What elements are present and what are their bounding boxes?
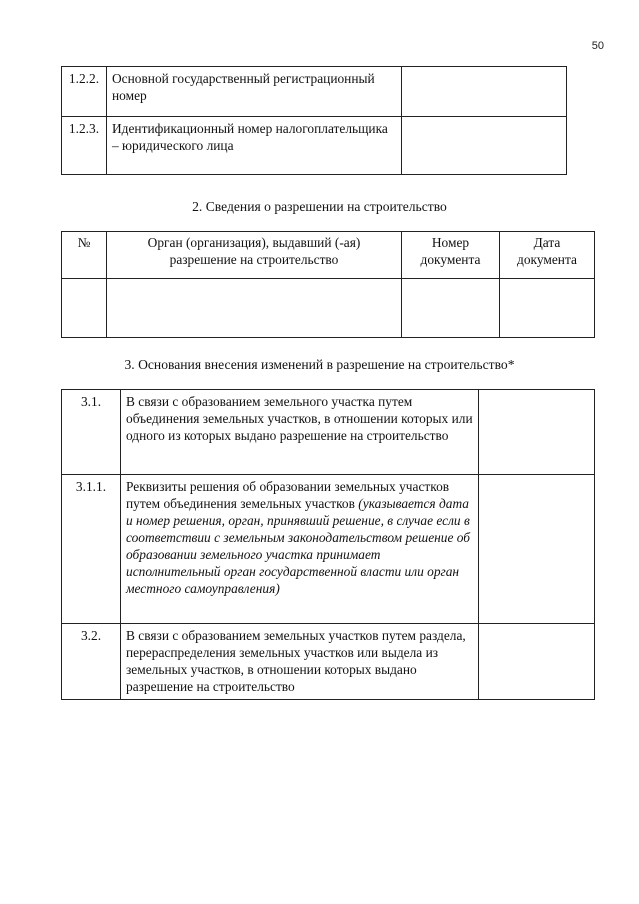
row-number: 3.1.1. [62, 475, 121, 624]
table-row [62, 390, 595, 475]
row-text [121, 624, 479, 700]
table-header-row [62, 232, 595, 279]
table-row [62, 624, 595, 700]
row-label: Основной государственный регистрационный номер [107, 67, 402, 117]
table-row [62, 279, 595, 338]
row-label: Реквизиты решения об образовании земельных участков путем объединения земельных участков [126, 479, 450, 511]
row-text [121, 390, 479, 475]
row-value-cell[interactable] [402, 117, 567, 175]
cell-organ[interactable] [107, 279, 402, 338]
table-row [62, 67, 567, 117]
table-row [62, 117, 567, 175]
table-row [62, 475, 595, 624]
row-text [121, 475, 479, 624]
row-number: 3.2. [62, 624, 121, 700]
row-label: В связи с образованием земельного участка путем объединения земельных участков, в отношении которых или одного из которых выдано разрешение на строительство [126, 394, 473, 443]
section-3-title: 3. Основания внесения изменений в разрешение на строительство* [124, 357, 515, 372]
row-value-cell[interactable] [402, 67, 567, 117]
applicant-details-table [61, 66, 567, 175]
header-doc-date: Дата документа [500, 232, 595, 279]
section-2-title: 2. Сведения о разрешении на строительство [192, 199, 447, 214]
header-num: № [62, 232, 107, 279]
row-number: 3.1. [62, 390, 121, 475]
row-number: 1.2.3. [62, 117, 107, 175]
row-number: 1.2.2. [62, 67, 107, 117]
cell-doc-date[interactable] [500, 279, 595, 338]
row-value-cell[interactable] [479, 390, 595, 475]
row-label: В связи с образованием земельных участков путем раздела, перераспределения земельных участков или выдела из земельных участков, в отношении которых выдано разрешение на строительство [126, 628, 466, 694]
cell-doc-number[interactable] [402, 279, 500, 338]
change-grounds-table [61, 389, 595, 700]
row-note: (указывается дата и номер решения, орган, принявший решение, в случае если в соответствии с земельным законодательством решение об образовании земельного участка принимает исполнительный орган государственной власти или орган местного самоуправления) [126, 496, 471, 596]
header-organ: Орган (организация), выдавший (-ая) разрешение на строительство [107, 232, 402, 279]
cell-num[interactable] [62, 279, 107, 338]
row-label: Идентификационный номер налогоплательщика – юридического лица [107, 117, 402, 175]
header-doc-number: Номер документа [402, 232, 500, 279]
page-number: 50 [591, 40, 604, 52]
permit-info-table [61, 231, 595, 338]
row-value-cell[interactable] [479, 475, 595, 624]
row-value-cell[interactable] [479, 624, 595, 700]
